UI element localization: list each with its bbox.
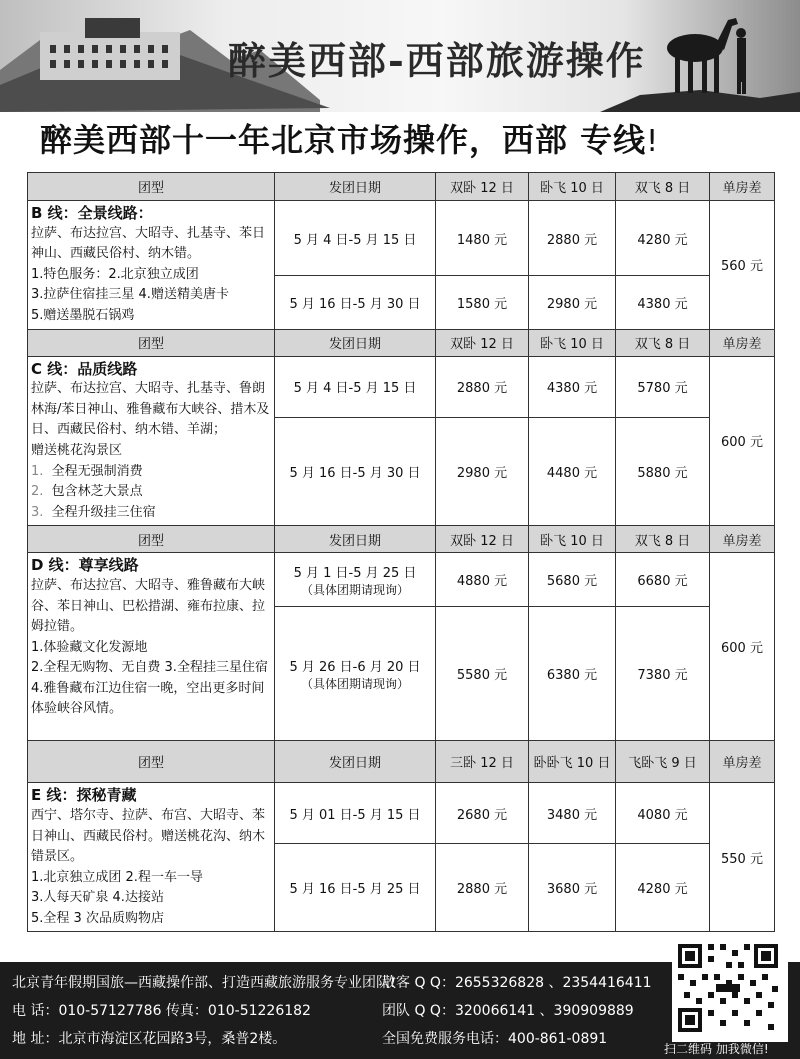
date-cell: 5 月 01 日-5 月 15 日 — [275, 783, 436, 843]
line-b-desc-4: 5.赠送墨脱石锅鸡 — [31, 307, 135, 323]
qr-code-icon — [674, 940, 782, 1036]
table-header-row — [28, 741, 775, 783]
price-cell: 5680 元 — [529, 553, 616, 607]
header-col-1: 双卧 12 日 — [436, 526, 529, 553]
header-single: 单房差 — [710, 329, 775, 356]
table-row — [28, 783, 775, 843]
list-number: 1. — [31, 463, 44, 479]
footer-qq-group: 团队 Q Q：320066141 、390909889 — [382, 1003, 634, 1019]
date-cell: 5 月 16 日-5 月 25 日 — [275, 843, 436, 932]
table-header-row — [28, 173, 775, 201]
banner-title: 醉美西部-西部旅游操作 — [228, 38, 646, 83]
line-d-title: D 线：尊享线路 — [31, 556, 139, 575]
price-cell: 5880 元 — [616, 418, 710, 526]
header-type: 团型 — [28, 741, 275, 783]
price-cell: 4280 元 — [616, 843, 710, 932]
price-cell: 4380 元 — [529, 356, 616, 418]
price-cell: 4480 元 — [529, 418, 616, 526]
table-header-row — [28, 526, 775, 553]
date-text: 5 月 26 日-6 月 20 日 — [289, 659, 421, 675]
header-banner — [0, 0, 800, 112]
headline — [40, 115, 785, 165]
price-cell: 4080 元 — [616, 783, 710, 843]
header-col-3: 双飞 8 日 — [616, 526, 710, 553]
line-d-desc-1: 拉萨、布达拉宫、大昭寺、雅鲁藏布大峡谷、苯日神山、巴松措湖、雍布拉康、拉姆拉错。 — [31, 577, 266, 635]
header-col-3: 双飞 8 日 — [616, 329, 710, 356]
line-c-desc-1: 拉萨、布达拉宫、大昭寺、扎基寺、鲁朗林海/苯日神山、雅鲁藏布大峡谷、措木及日、西藏民俗村、纳木错、羊湖； — [31, 381, 270, 438]
price-cell: 2680 元 — [436, 783, 529, 843]
single-room-cell: 600 元 — [710, 356, 775, 526]
header-date: 发团日期 — [275, 526, 436, 553]
footer-address: 地 址：北京市海淀区花园路3号，桑普2楼。 — [12, 1031, 287, 1047]
price-cell: 4280 元 — [616, 201, 710, 276]
header-col-2: 卧飞 10 日 — [529, 526, 616, 553]
price-cell: 4880 元 — [436, 553, 529, 607]
qr-caption: 扫二维码 加我微信! — [664, 1042, 769, 1056]
single-room-cell: 600 元 — [710, 553, 775, 741]
line-c-description — [28, 356, 275, 526]
price-cell: 2980 元 — [436, 418, 529, 526]
price-cell: 3480 元 — [529, 783, 616, 843]
list-number: 2. — [31, 484, 44, 500]
header-type: 团型 — [28, 173, 275, 201]
price-cell: 5580 元 — [436, 607, 529, 741]
line-d-desc-2: 1.体验藏文化发源地 — [31, 639, 148, 655]
price-cell: 7380 元 — [616, 607, 710, 741]
header-date: 发团日期 — [275, 173, 436, 201]
header-single: 单房差 — [710, 526, 775, 553]
date-cell: 5 月 4 日-5 月 15 日 — [275, 201, 436, 276]
line-c-list-3 — [31, 503, 271, 524]
price-cell: 1580 元 — [436, 276, 529, 329]
header-col-1: 双卧 12 日 — [436, 173, 529, 201]
price-table — [27, 172, 775, 932]
line-e-desc-2: 1.北京独立成团 2.程一车一导 — [31, 869, 203, 885]
header-col-2: 卧卧飞 10 日 — [529, 741, 616, 783]
headline-text: 醉美西部十一年北京市场操作，西部 专线 — [40, 121, 647, 159]
table-row — [28, 553, 775, 607]
headline-exclaim: ! — [646, 124, 660, 159]
header-col-1: 三卧 12 日 — [436, 741, 529, 783]
line-b-desc-2: 1.特色服务：2.北京独立成团 — [31, 266, 199, 282]
date-cell — [275, 553, 436, 607]
single-room-cell: 560 元 — [710, 201, 775, 330]
footer-hotline: 全国免费服务电话：400-861-0891 — [382, 1031, 608, 1047]
header-col-2: 卧飞 10 日 — [529, 173, 616, 201]
price-cell: 6680 元 — [616, 553, 710, 607]
price-cell: 3680 元 — [529, 843, 616, 932]
date-cell — [275, 607, 436, 741]
price-cell: 5780 元 — [616, 356, 710, 418]
header-single: 单房差 — [710, 741, 775, 783]
table-row — [28, 356, 775, 418]
header-date: 发团日期 — [275, 329, 436, 356]
line-e-title: E 线：探秘青藏 — [31, 786, 137, 805]
wechat-qr-code — [672, 938, 788, 1042]
date-cell: 5 月 16 日-5 月 30 日 — [275, 276, 436, 329]
header-date: 发团日期 — [275, 741, 436, 783]
price-cell: 2880 元 — [436, 356, 529, 418]
line-e-desc-1: 西宁、塔尔寺、拉萨、布宫、大昭寺、苯日神山、西藏民俗村。赠送桃花沟、纳木错景区。 — [31, 807, 266, 865]
line-d-desc-3: 2.全程无购物、无自费 3.全程挂三星住宿 — [31, 660, 268, 676]
line-c-desc-2: 赠送桃花沟景区 — [31, 442, 123, 458]
date-text: 5 月 1 日-5 月 25 日 — [293, 565, 417, 581]
line-d-description — [28, 553, 275, 741]
line-b-desc-3: 3.拉萨住宿挂三星 4.赠送精美唐卡 — [31, 287, 229, 303]
price-cell: 1480 元 — [436, 201, 529, 276]
date-note: （具体团期请现询） — [300, 676, 409, 691]
list-text: 全程无强制消费 — [51, 463, 143, 479]
price-cell: 6380 元 — [529, 607, 616, 741]
line-c-list-2 — [31, 482, 271, 503]
line-b-desc-1: 拉萨、布达拉宫、大昭寺、扎基寺、苯日神山、西藏民俗村、纳木错。 — [31, 225, 266, 262]
list-text: 包含林芝大景点 — [51, 484, 143, 500]
date-cell: 5 月 4 日-5 月 15 日 — [275, 356, 436, 418]
line-d-desc-4: 4.雅鲁藏布江边住宿一晚，空出更多时间体验峡谷风情。 — [31, 680, 265, 717]
header-type: 团型 — [28, 526, 275, 553]
header-col-2: 卧飞 10 日 — [529, 329, 616, 356]
line-c-list-1 — [31, 462, 271, 483]
header-col-3: 双飞 8 日 — [616, 173, 710, 201]
price-cell: 2880 元 — [436, 843, 529, 932]
list-text: 全程升级挂三住宿 — [51, 504, 156, 520]
price-cell: 4380 元 — [616, 276, 710, 329]
header-col-3: 飞卧飞 9 日 — [616, 741, 710, 783]
price-cell: 2880 元 — [529, 201, 616, 276]
header-col-1: 双卧 12 日 — [436, 329, 529, 356]
header-single: 单房差 — [710, 173, 775, 201]
table-header-row — [28, 329, 775, 356]
line-e-desc-3: 3.人每天矿泉 4.达接站 — [31, 890, 164, 906]
footer-qq-scatter: 散客 Q Q：2655326828 、2354416411 — [382, 975, 652, 991]
single-room-cell: 550 元 — [710, 783, 775, 932]
table-row — [28, 201, 775, 276]
line-e-desc-4: 5.全程 3 次品质购物店 — [31, 910, 164, 926]
line-c-title: C 线：品质线路 — [31, 359, 138, 378]
footer-company: 北京青年假期国旅—西藏操作部、打造西藏旅游服务专业团队! — [12, 975, 396, 991]
line-b-description — [28, 201, 275, 330]
list-number: 3. — [31, 504, 44, 520]
header-type: 团型 — [28, 329, 275, 356]
date-cell: 5 月 16 日-5 月 30 日 — [275, 418, 436, 526]
price-cell: 2980 元 — [529, 276, 616, 329]
date-note: （具体团期请现询） — [300, 582, 409, 597]
line-e-description — [28, 783, 275, 932]
line-b-title: B 线：全景线路： — [31, 204, 153, 222]
footer-phone: 电 话：010-57127786 传真：010-51226182 — [12, 1003, 311, 1019]
